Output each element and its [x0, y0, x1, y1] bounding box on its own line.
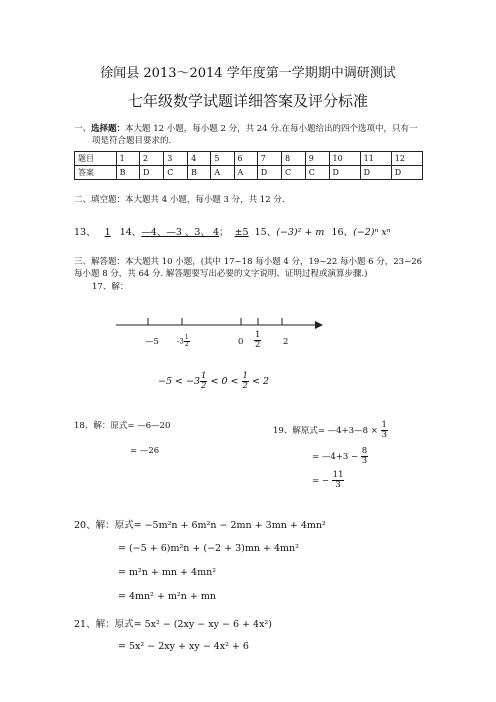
nl-frac	[184, 335, 190, 348]
q19-line2	[312, 447, 368, 466]
q20-line2: = (−5 + 6)m²n + (−2 + 3)mn + 4mn²	[118, 543, 299, 554]
question-number-cell: 10	[329, 152, 360, 166]
section1-label: 选择题：	[91, 124, 126, 134]
section1-num: 一、	[74, 124, 92, 134]
question-number-cell: 1	[116, 152, 139, 166]
frac-den: 3	[381, 430, 387, 440]
q16-answer: (−2)ⁿ xⁿ	[353, 227, 391, 238]
frac-num: 1	[242, 371, 248, 381]
table-row	[75, 152, 423, 166]
ineq-part-a: −5 < −3	[158, 376, 201, 387]
ineq-part-b: < 0 <	[210, 376, 239, 387]
frac-den: 2	[184, 341, 189, 348]
answer-cell: C	[164, 166, 188, 180]
question-number-cell: 9	[305, 152, 329, 166]
frac-num: 1	[255, 330, 261, 340]
answer-cell: C	[281, 166, 305, 180]
answer-cell: A	[234, 166, 257, 180]
q18-line2: = —26	[130, 446, 160, 456]
q15-answer: (−3)² + m	[276, 227, 325, 238]
question-number-cell: 7	[257, 152, 281, 166]
section3-text-b: 每小题 8 分，共 64 分. 解答题要写出必要的文字说明、证明过程或演算步骤.)	[74, 269, 368, 279]
table-row	[75, 166, 423, 180]
q14-end: ；	[219, 227, 229, 238]
frac-den: 2	[201, 381, 207, 391]
q16-label: 16、	[331, 227, 354, 238]
table-cell: 题目	[75, 152, 117, 166]
answer-cell: B	[116, 166, 139, 180]
q14-label: 14、	[119, 227, 142, 238]
question-number-cell: 5	[211, 152, 234, 166]
question-number-cell: 11	[360, 152, 391, 166]
q18-line1: 18、解：原式= —6—20	[74, 421, 171, 431]
answer-cell: B	[188, 166, 211, 180]
frac-den: 3	[361, 456, 368, 466]
frac-den: 2	[242, 381, 248, 391]
inequality	[158, 372, 269, 391]
q13-answer: 1	[104, 227, 111, 238]
frac-den: 2	[255, 340, 261, 350]
q13-label: 13、	[74, 227, 96, 238]
q19-line3-text: = −	[312, 476, 329, 486]
q19-frac3	[332, 471, 345, 490]
answer-cell: D	[391, 166, 422, 180]
section3-text-a: 三、解答题：本大题共 10 小题，(其中 17~18 每小题 4 分，19~22 每小题 6 分，23~26	[74, 257, 423, 267]
answer-cell: D	[360, 166, 391, 180]
ineq-part-c: < 2	[251, 376, 269, 387]
section1-heading	[74, 124, 418, 135]
nl-label-neg3-mixed	[177, 335, 190, 348]
q14-answer: —4、—3 、3、 4	[141, 227, 220, 238]
q21-line1: 21、解：原式= 5x² − (2xy − xy − 6 + 4x²)	[74, 619, 272, 630]
q21-line2: = 5x² − 2xy + xy − 4x² + 6	[118, 641, 249, 652]
frac-num: 1	[201, 371, 207, 381]
question-number-cell: 8	[281, 152, 305, 166]
section1-text-a: 本大题 12 小题，每小题 2 分，共 24 分.在每小题给出的四个选项中，只有一	[125, 124, 418, 134]
q14-pm-answer: ±5	[234, 227, 249, 238]
nl-label-neg5: —5	[145, 337, 159, 347]
q19-frac2	[361, 447, 368, 466]
question-number-cell: 4	[188, 152, 211, 166]
question-number-cell: 12	[391, 152, 422, 166]
q17-label: 17、解：	[92, 282, 129, 292]
question-number-cell: 2	[140, 152, 164, 166]
q19-line2-text: = —4+3 −	[312, 452, 359, 462]
frac-num: 11	[332, 470, 344, 480]
q20-line3: = m²n + mn + 4mn²	[118, 567, 217, 578]
nl-label-0: 0	[238, 337, 244, 347]
q20-line1: 20、解：原式= −5m²n + 6m²n − 2mn + 3mn + 4mn²	[74, 520, 326, 531]
section2-heading: 二、填空题：本大题共 4 小题，每小题 3 分，共 12 分.	[74, 195, 285, 205]
q15-label: 15、	[254, 227, 277, 238]
nl-label-neg3: -3	[177, 337, 184, 346]
q19-line1	[273, 421, 388, 440]
ineq-frac-2	[242, 372, 249, 391]
nl-label-2: 2	[283, 337, 289, 347]
frac-num: 8	[361, 446, 368, 456]
ineq-frac-1	[200, 372, 207, 391]
q19-frac1	[381, 421, 388, 440]
number-line	[110, 312, 325, 342]
answer-cell: A	[211, 166, 234, 180]
page-subtitle: 七年级数学试题详细答案及评分标准	[127, 92, 368, 110]
nl-label-half	[254, 331, 261, 350]
frac-den: 3	[335, 480, 341, 490]
answer-cell: D	[257, 166, 281, 180]
answer-cell: D	[329, 166, 360, 180]
frac-num: 1	[381, 420, 387, 430]
frac-num: 1	[184, 334, 189, 341]
q19-line3	[312, 471, 344, 490]
q19-line1-text: 19、解原式= —4+3—8 ×	[273, 426, 378, 436]
answer-cell: C	[305, 166, 329, 180]
question-number-cell: 3	[164, 152, 188, 166]
answer-table	[74, 151, 423, 180]
section1-text-b: 项是符合题目要求的.	[92, 136, 172, 146]
table-cell: 答案	[75, 166, 117, 180]
page-title: 徐闻县 2013～2014 学年度第一学期期中调研测试	[100, 66, 396, 81]
nl-frac-half	[254, 331, 261, 350]
question-number-cell: 6	[234, 152, 257, 166]
answer-cell: D	[140, 166, 164, 180]
q20-line4: = 4mn² + m²n + mn	[118, 591, 217, 602]
fill-in-answers	[74, 224, 391, 238]
arrow-right-icon	[315, 321, 323, 329]
